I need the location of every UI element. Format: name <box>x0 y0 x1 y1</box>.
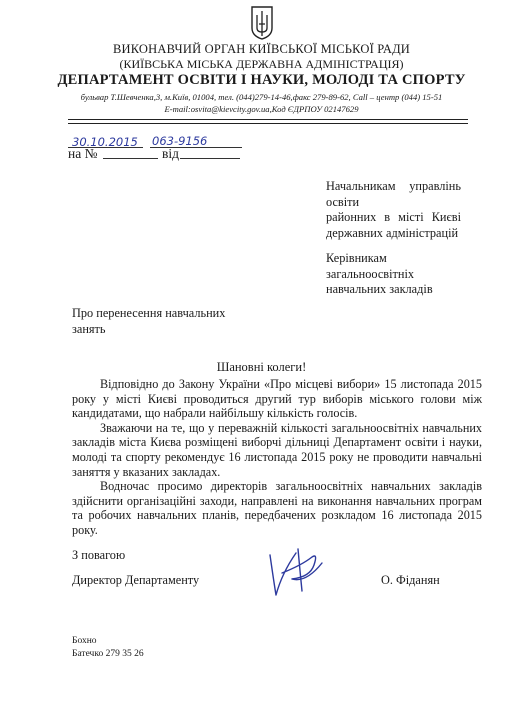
ref-date-blank <box>180 158 240 159</box>
subject-block <box>72 306 252 337</box>
ref-number-label: на № <box>68 146 98 161</box>
subject-line: занять <box>72 321 106 336</box>
header-divider-thick <box>68 119 468 120</box>
org-name-line2: (КИЇВСЬКА МІСЬКА ДЕРЖАВНА АДМІНІСТРАЦІЯ) <box>119 57 404 71</box>
letter-body <box>72 377 482 538</box>
body-paragraph: Водночас просимо директорів загальноосвітніх навчальних закладів здійснити організаційні заходи, направлені на виконання навчальних програм та робочих навчальних планів, передбачених розкладом 16 листопада 2015 року. <box>72 479 482 537</box>
signatory-name: О. Фіданян <box>381 573 440 587</box>
handwritten-number: 063-9156 <box>152 134 208 148</box>
address-line1: бульвар Т.Шевченка,3, м.Київ, 01004, тел. (044)279-14-46,факс 279-89-62, Call – центр (044) 15-51 <box>80 92 443 102</box>
coat-of-arms-icon <box>251 6 273 40</box>
executor-name: Бохно <box>72 636 97 646</box>
ref-date-label: від <box>162 146 179 161</box>
executor-phone: Батечко 279 35 26 <box>72 649 144 659</box>
signatory-position: Директор Департаменту <box>72 573 200 587</box>
header-divider-thin <box>68 123 468 124</box>
addressee-block <box>326 179 461 298</box>
addressee-line: державних адміністрацій <box>326 225 459 240</box>
body-paragraph: Відповідно до Закону України «Про місцеві вибори» 15 листопада 2015 року у місті Києві проводиться другий тур виборів міського голови між кандидатами, що набрали найбільшу кількість голосів. <box>72 377 482 421</box>
addressee-line: Начальникам управлінь освіти <box>326 179 461 209</box>
department-name: ДЕПАРТАМЕНТ ОСВІТИ І НАУКИ, МОЛОДІ ТА СПОРТУ <box>57 72 466 88</box>
addressee-line: Керівникам загальноосвітніх <box>326 251 415 281</box>
addressee-line: навчальних закладів <box>326 282 433 296</box>
greeting: Шановні колеги! <box>216 360 307 374</box>
handwritten-date: 30.10.2015 <box>72 135 138 149</box>
closing-regards: З повагою <box>72 548 126 562</box>
body-paragraph: Зважаючи на те, що у переважній кількості загальноосвітніх навчальних закладів міста Києва розміщені виборчі дільниці Департамент освіти і науки, молоді та спорту рекомендує 16 листопада 2015 року не проводити навчальні заняття у вказаних закладах. <box>72 420 482 479</box>
addressee-line: районних в місті Києві <box>326 210 461 224</box>
address-line2: E-mail:osvita@kievcity.gov.ua,Код ЄДРПОУ 02147629 <box>164 104 359 114</box>
subject-line: Про перенесення навчальних <box>72 306 226 320</box>
ref-number-blank <box>103 158 158 159</box>
org-name-line1: ВИКОНАВЧИЙ ОРГАН КИЇВСЬКОЇ МІСЬКОЇ РАДИ <box>112 42 411 56</box>
signature-icon <box>262 543 332 598</box>
